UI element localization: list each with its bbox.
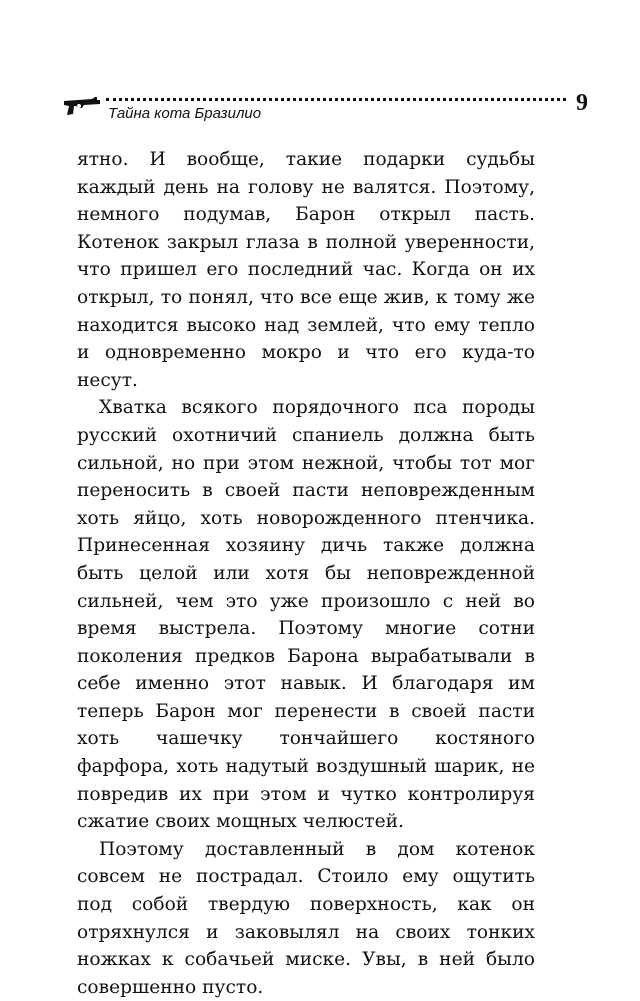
running-title: Тайна кота Бразилио [108,105,262,122]
paragraph: Поэтому доставленный в дом котенок совсем не пострадал. Стоило ему ощутить под собой твердую поверхность, как он отряхнулся и заковылял на своих тонких ножках к собачьей миске. Увы, в ней было совершенно пусто. [77,838,535,998]
page-number: 9 [576,90,588,116]
running-header [62,88,588,130]
body-text [77,146,535,1001]
paragraph: Хватка всякого порядочного пса породы русский охотничий спаниель должна быть сильной, но при этом нежной, чтобы тот мог переносить в своей пасти неповрежденным хоть яйцо, хоть новорожденного птенчика. Принесенная хозяину дичь также должна быть целой или хотя бы неповрежденной сильней, чем это уже произошло с ней во время выстрела. Поэтому многие сотни поколения предков Барона вырабатывали в себе именно этот навык. И благодаря им теперь Барон мог перенести в своей пасти хоть чашечку тончайшего костяного фарфора, хоть надутый воздушный шарик, не повредив их при этом и чутко контролируя сжатие своих мощных челюстей. [77,397,535,833]
revolver-icon [62,94,102,118]
paragraph: ятно. И вообще, такие подарки судьбы каждый день на голову не валятся. Поэтому, немного подумав, Барон открыл пасть. Котенок закрыл глаза в полной уверенности, что пришел его последний час. Когда он их открыл, то понял, что все еще жив, к тому же находится высоко над землей, что ему тепло и одновременно мокро и что его куда-то несут. [77,149,535,391]
dotted-rule [106,98,566,101]
